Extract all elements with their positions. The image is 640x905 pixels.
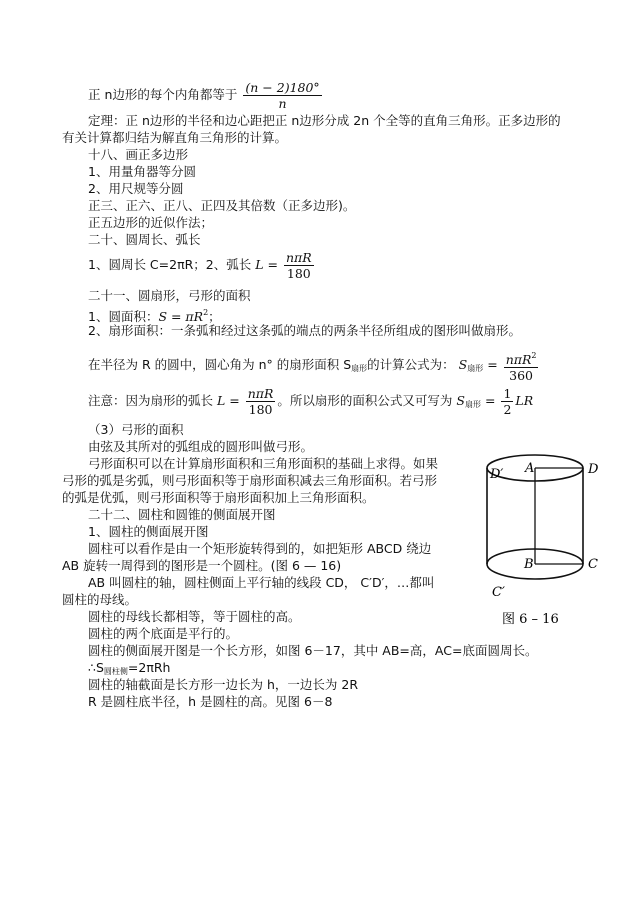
label-Cprime: C′ xyxy=(492,585,505,600)
section-20-heading: 二十、圆周长、弧长 xyxy=(88,232,201,247)
arc-length-fraction: $\frac{\text{nπR}}{180}$ xyxy=(285,250,312,281)
segment-para-3: 的弧是优弧，则弓形面积等于扇形面积加上三角形面积。 xyxy=(62,490,375,505)
section-21-heading: 二十一、圆扇形，弓形的面积 xyxy=(88,288,251,303)
cylinder-lateral-heading: 1、圆柱的侧面展开图 xyxy=(88,524,209,539)
theorem-line-2: 有关计算都归结为解直角三角形的计算。 xyxy=(62,130,288,145)
label-D: D xyxy=(588,462,599,477)
generatrix-equal: 圆柱的母线长都相等，等于圆柱的高。 xyxy=(88,609,301,624)
section-22-heading: 二十二、圆柱和圆锥的侧面展开图 xyxy=(88,507,276,522)
label-B: B xyxy=(524,557,534,572)
label-Dprime: D′ xyxy=(490,467,504,482)
interior-angle-line: 正 n边形的每个内角都等于 $\frac{(n - 2)180^\circ}{n}$ xyxy=(88,80,320,111)
lateral-area-formula: $\therefore S_{圆柱侧}=2\pi Rh$ xyxy=(88,660,171,676)
cylinder-generatrix: 圆柱的母线。 xyxy=(62,592,138,607)
sector-area-alt-line: 注意：因为扇形的弧长 L = $\frac{\text{nπR}}{180}$ 。所以扇形的面积公式又可写为 $S_{扇形}$ = $\frac{1}{2}$ LR xyxy=(88,386,534,417)
section-18-heading: 十八、画正多边形 xyxy=(88,147,189,162)
theorem-line-1: 定理：正 n边形的半径和边心距把正 n边形分成 2n 个全等的直角三角形。正多边形的 xyxy=(88,113,561,128)
bases-parallel: 圆柱的两个底面是平行的。 xyxy=(88,626,239,641)
segment-para-2: 弓形的弧是劣弧，则弓形面积等于扇形面积减去三角形面积。若弓形 xyxy=(62,473,438,488)
axial-section-note: R 是圆柱底半径，h 是圆柱的高。见图 6－8 xyxy=(88,694,333,709)
label-C: C xyxy=(588,557,598,572)
cylinder-para-2: AB 旋转一周得到的图形是一个圆柱。(图 6 — 16) xyxy=(62,558,342,573)
figure-caption: 图 6 – 16 xyxy=(502,612,559,627)
method-1: 1、用量角器等分圆 xyxy=(88,164,196,179)
segment-para-1: 弓形面积可以在计算扇形面积和三角形面积的基础上求得。如果 xyxy=(88,456,439,471)
sector-area-formula-line: 在半径为 R 的圆中，圆心角为 n° 的扇形面积 $S_{扇形}$的计算公式为： $S_{扇形}$ = $\frac{n\pi R^2}{360}$ xyxy=(88,348,540,383)
sector-definition: 2、扇形面积：一条弧和经过这条弧的端点的两条半径所组成的图形叫做扇形。 xyxy=(88,323,521,338)
axial-section: 圆柱的轴截面是长方形一边长为 h，一边长为 2R xyxy=(88,677,359,692)
segment-definition: 由弦及其所对的弧组成的圆形叫做弓形。 xyxy=(88,439,314,454)
label-A: A xyxy=(525,461,535,476)
arc-length-fraction-2: $\frac{\text{nπR}}{180}$ xyxy=(247,386,274,417)
cylinder-figure xyxy=(468,448,618,628)
pentagon-method: 正五边形的近似作法； xyxy=(88,215,214,230)
circle-area-line: 1、圆面积：$S = \pi R^2$； xyxy=(88,308,221,324)
circumference-line: 1、圆周长 C=2πR；2、弧长 L = $\frac{\text{nπR}}{180}$ xyxy=(88,250,312,281)
cylinder-para-1: 圆柱可以看作是由一个矩形旋转得到的，如把矩形 ABCD 绕边 xyxy=(88,541,432,556)
method-2: 2、用尺规等分圆 xyxy=(88,181,184,196)
interior-angle-fraction: $\frac{(n - 2)180^\circ}{n}$ xyxy=(245,80,320,111)
segment-area-heading: （3）弓形的面积 xyxy=(88,422,184,437)
polygon-list: 正三、正六、正八、正四及其倍数（正多边形)。 xyxy=(88,198,356,213)
lateral-development: 圆柱的侧面展开图是一个长方形，如图 6－17，其中 AB=高，AC=底面圆周长。 xyxy=(88,643,538,658)
cylinder-axis-line: AB 叫圆柱的轴，圆柱侧面上平行轴的线段 CD， C′D′，…都叫 xyxy=(88,575,435,590)
sector-area-fraction: $\frac{n\pi R^2}{360}$ xyxy=(504,348,539,383)
half-fraction: $\frac{1}{2}$ xyxy=(503,386,512,417)
